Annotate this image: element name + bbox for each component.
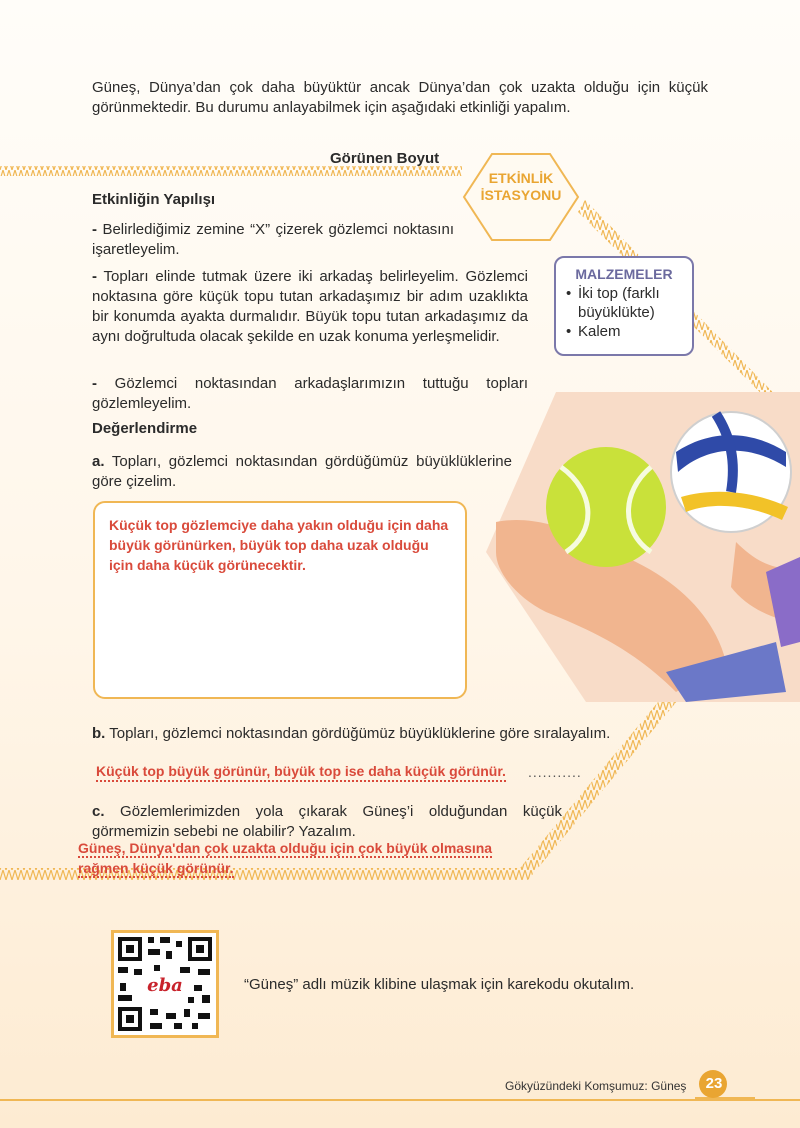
eba-logo: eba xyxy=(147,975,183,996)
qr-instruction: “Güneş” adlı müzik klibine ulaşmak için karekodu okutalım. xyxy=(244,976,635,993)
materials-item: • İki top (farklı büyüklükte) xyxy=(566,284,682,322)
materials-title: MALZEMELER xyxy=(575,266,673,282)
activity-title: Görünen Boyut xyxy=(330,150,440,167)
materials-box xyxy=(554,256,694,356)
badge-line-1: ETKİNLİK xyxy=(488,170,554,186)
qr-code[interactable] xyxy=(111,930,219,1038)
question-b xyxy=(92,724,622,744)
step-2 xyxy=(92,267,528,347)
step-2-text: Topları elinde tutmak üzere iki arkadaş belirleyelim. Gözlemci noktasına göre küçük topu tutan arkadaşımız bir adım uzaklıkta bir konumda ayakta durmalıdır. Büyük topu tutan arkadaşımız da aynı doğrultuda olacak şekilde en uzak konuma yerleşmelidir. xyxy=(92,268,528,345)
question-c xyxy=(92,802,562,842)
steps-heading: Etkinliğin Yapılışı xyxy=(92,191,216,208)
step-marker: - xyxy=(92,268,97,285)
step-3-text: Gözlemci noktasından arkadaşlarımızın tuttuğu topları gözlemleyelim. xyxy=(92,375,528,412)
badge-line-2: İSTASYONU xyxy=(480,187,562,203)
step-1 xyxy=(92,220,454,260)
answer-b-dots: ........... xyxy=(528,764,582,780)
intro-paragraph: Güneş, Dünya’dan çok daha büyüktür ancak Dünya’dan çok uzakta olduğu için küçük görünmektedir. Bu durumu anlayabilmek için aşağıdaki etkinliği yapalım. xyxy=(92,79,708,116)
answer-b-text[interactable]: Küçük top büyük görünür, büyük top ise daha küçük görünür. xyxy=(96,762,506,782)
answer-a-box[interactable] xyxy=(93,501,467,699)
materials-item: • Kalem xyxy=(566,322,682,341)
step-1-text: Belirlediğimiz zemine “X” çizerek gözlemci noktasını işaretleyelim. xyxy=(92,221,454,258)
question-c-text: Gözlemlerimizden yola çıkarak Güneş’i olduğundan küçük görmemizin sebebi ne olabilir? Yazalım. xyxy=(92,803,562,840)
answer-c[interactable] xyxy=(78,838,528,878)
answer-a-text: Küçük top gözlemciye daha yakın olduğu için daha büyük görünürken, büyük top daha uzak olduğu için daha küçük görünecektir. xyxy=(109,517,449,573)
step-marker: - xyxy=(92,375,97,392)
materials-list xyxy=(566,284,682,341)
question-a-label: a. xyxy=(92,453,105,470)
question-b-text: Topları, gözlemci noktasından gördüğümüz büyüklüklerine göre sıralayalım. xyxy=(109,725,611,742)
page-number: 23 xyxy=(705,1075,723,1092)
step-marker: - xyxy=(92,221,97,238)
question-a-text: Topları, gözlemci noktasından gördüğümüz büyüklüklerine göre çizelim. xyxy=(92,453,512,490)
answer-c-line-2: rağmen küçük görünür. xyxy=(78,860,234,876)
question-a xyxy=(92,452,512,492)
activity-station-label xyxy=(462,170,580,204)
hands-with-balls-illustration xyxy=(486,392,800,702)
evaluation-heading: Değerlendirme xyxy=(92,420,198,437)
question-c-label: c. xyxy=(92,803,105,820)
answer-c-line-1: Güneş, Dünya'dan çok uzakta olduğu için çok büyük olmasına xyxy=(78,840,493,856)
chapter-title: Gökyüzündeki Komşumuz: Güneş xyxy=(505,1079,687,1093)
question-b-label: b. xyxy=(92,725,106,742)
step-3 xyxy=(92,374,528,414)
